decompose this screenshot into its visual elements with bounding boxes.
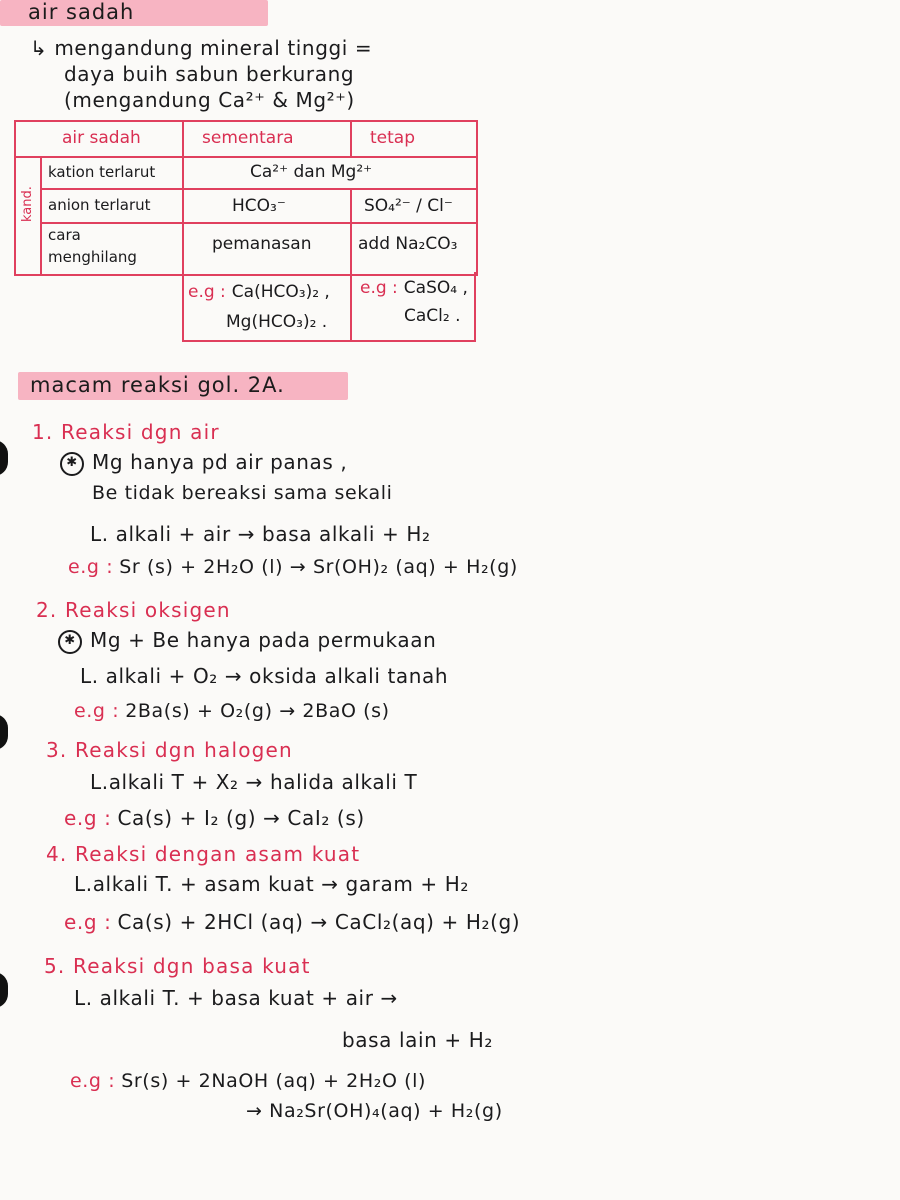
section-5-example-2: → Na₂Sr(OH)₄(aq) + H₂(g) (246, 1100, 503, 1122)
table-side-label: kand. (20, 186, 35, 222)
row-label-anion: anion terlarut (48, 196, 151, 214)
example-sementara-2: Mg(HCO₃)₂ . (226, 312, 328, 332)
row-label-kation: kation terlarut (48, 163, 156, 181)
table-rule (40, 188, 476, 190)
table-head-sementara: sementara (202, 128, 294, 148)
section-4-title: 4. Reaksi dengan asam kuat (46, 842, 361, 866)
section-1-example: e.g : Sr (s) + 2H₂O (l) → Sr(OH)₂ (aq) + H₂(g) (68, 556, 518, 578)
example-sementara-1: e.g : Ca(HCO₃)₂ , (188, 282, 330, 302)
intro-line-2: daya buih sabun berkurang (64, 62, 355, 86)
asterisk-circle-icon: ✱ (60, 452, 84, 476)
binder-ring (0, 714, 8, 750)
section-3-title: 3. Reaksi dgn halogen (46, 738, 293, 762)
intro-line-1: ↳ mengandung mineral tinggi = (30, 36, 373, 60)
table-head-tetap: tetap (370, 128, 415, 148)
row-cara-tetap: add Na₂CO₃ (358, 234, 458, 254)
row-cara-sementara: pemanasan (212, 234, 312, 254)
table-rule (14, 156, 476, 158)
section-4-example: e.g : Ca(s) + 2HCl (aq) → CaCl₂(aq) + H₂(g) (64, 910, 521, 934)
table-head-air-sadah: air sadah (62, 128, 141, 148)
heading-macam-reaksi: macam reaksi gol. 2A. (30, 373, 285, 397)
table-rule (182, 340, 476, 342)
section-5-title: 5. Reaksi dgn basa kuat (44, 954, 311, 978)
row-label-menghilang: menghilang (48, 248, 137, 266)
table-rule (350, 188, 352, 342)
table-rule (182, 120, 184, 342)
row-anion-sementara: HCO₃⁻ (232, 196, 286, 216)
section-1-equation: L. alkali + air → basa alkali + H₂ (90, 522, 431, 546)
section-3-equation: L.alkali T + X₂ → halida alkali T (90, 770, 418, 794)
section-5-equation-1: L. alkali T. + basa kuat + air → (74, 986, 398, 1010)
example-tetap-1: e.g : CaSO₄ , (360, 278, 468, 298)
binder-ring (0, 972, 8, 1008)
table-rule (474, 272, 476, 342)
section-1-note-2: Be tidak bereaksi sama sekali (92, 482, 393, 504)
section-2-title: 2. Reaksi oksigen (36, 598, 231, 622)
section-3-example: e.g : Ca(s) + I₂ (g) → CaI₂ (s) (64, 806, 365, 830)
binder-ring (0, 440, 8, 476)
asterisk-circle-icon: ✱ (58, 630, 82, 654)
example-tetap-2: CaCl₂ . (404, 306, 461, 326)
row-anion-tetap: SO₄²⁻ / Cl⁻ (364, 196, 453, 216)
intro-line-3: (mengandung Ca²⁺ & Mg²⁺) (64, 88, 355, 112)
section-4-equation: L.alkali T. + asam kuat → garam + H₂ (74, 872, 469, 896)
row-kation-value: Ca²⁺ dan Mg²⁺ (250, 162, 373, 182)
arrow-icon: ↳ (30, 36, 55, 60)
section-1-title: 1. Reaksi dgn air (32, 420, 220, 444)
table-rule (40, 222, 476, 224)
section-5-equation-2: basa lain + H₂ (342, 1028, 493, 1052)
row-label-cara: cara (48, 226, 81, 244)
heading-air-sadah: air sadah (28, 0, 135, 24)
section-2-example: e.g : 2Ba(s) + O₂(g) → 2BaO (s) (74, 700, 390, 722)
section-5-example-1: e.g : Sr(s) + 2NaOH (aq) + 2H₂O (l) (70, 1070, 427, 1092)
section-2-note: ✱ Mg + Be hanya pada permukaan (58, 628, 436, 654)
section-1-note-1: ✱ Mg hanya pd air panas , (60, 450, 347, 476)
table-rule (40, 158, 42, 274)
section-2-equation: L. alkali + O₂ → oksida alkali tanah (80, 664, 449, 688)
table-rule (350, 120, 352, 156)
